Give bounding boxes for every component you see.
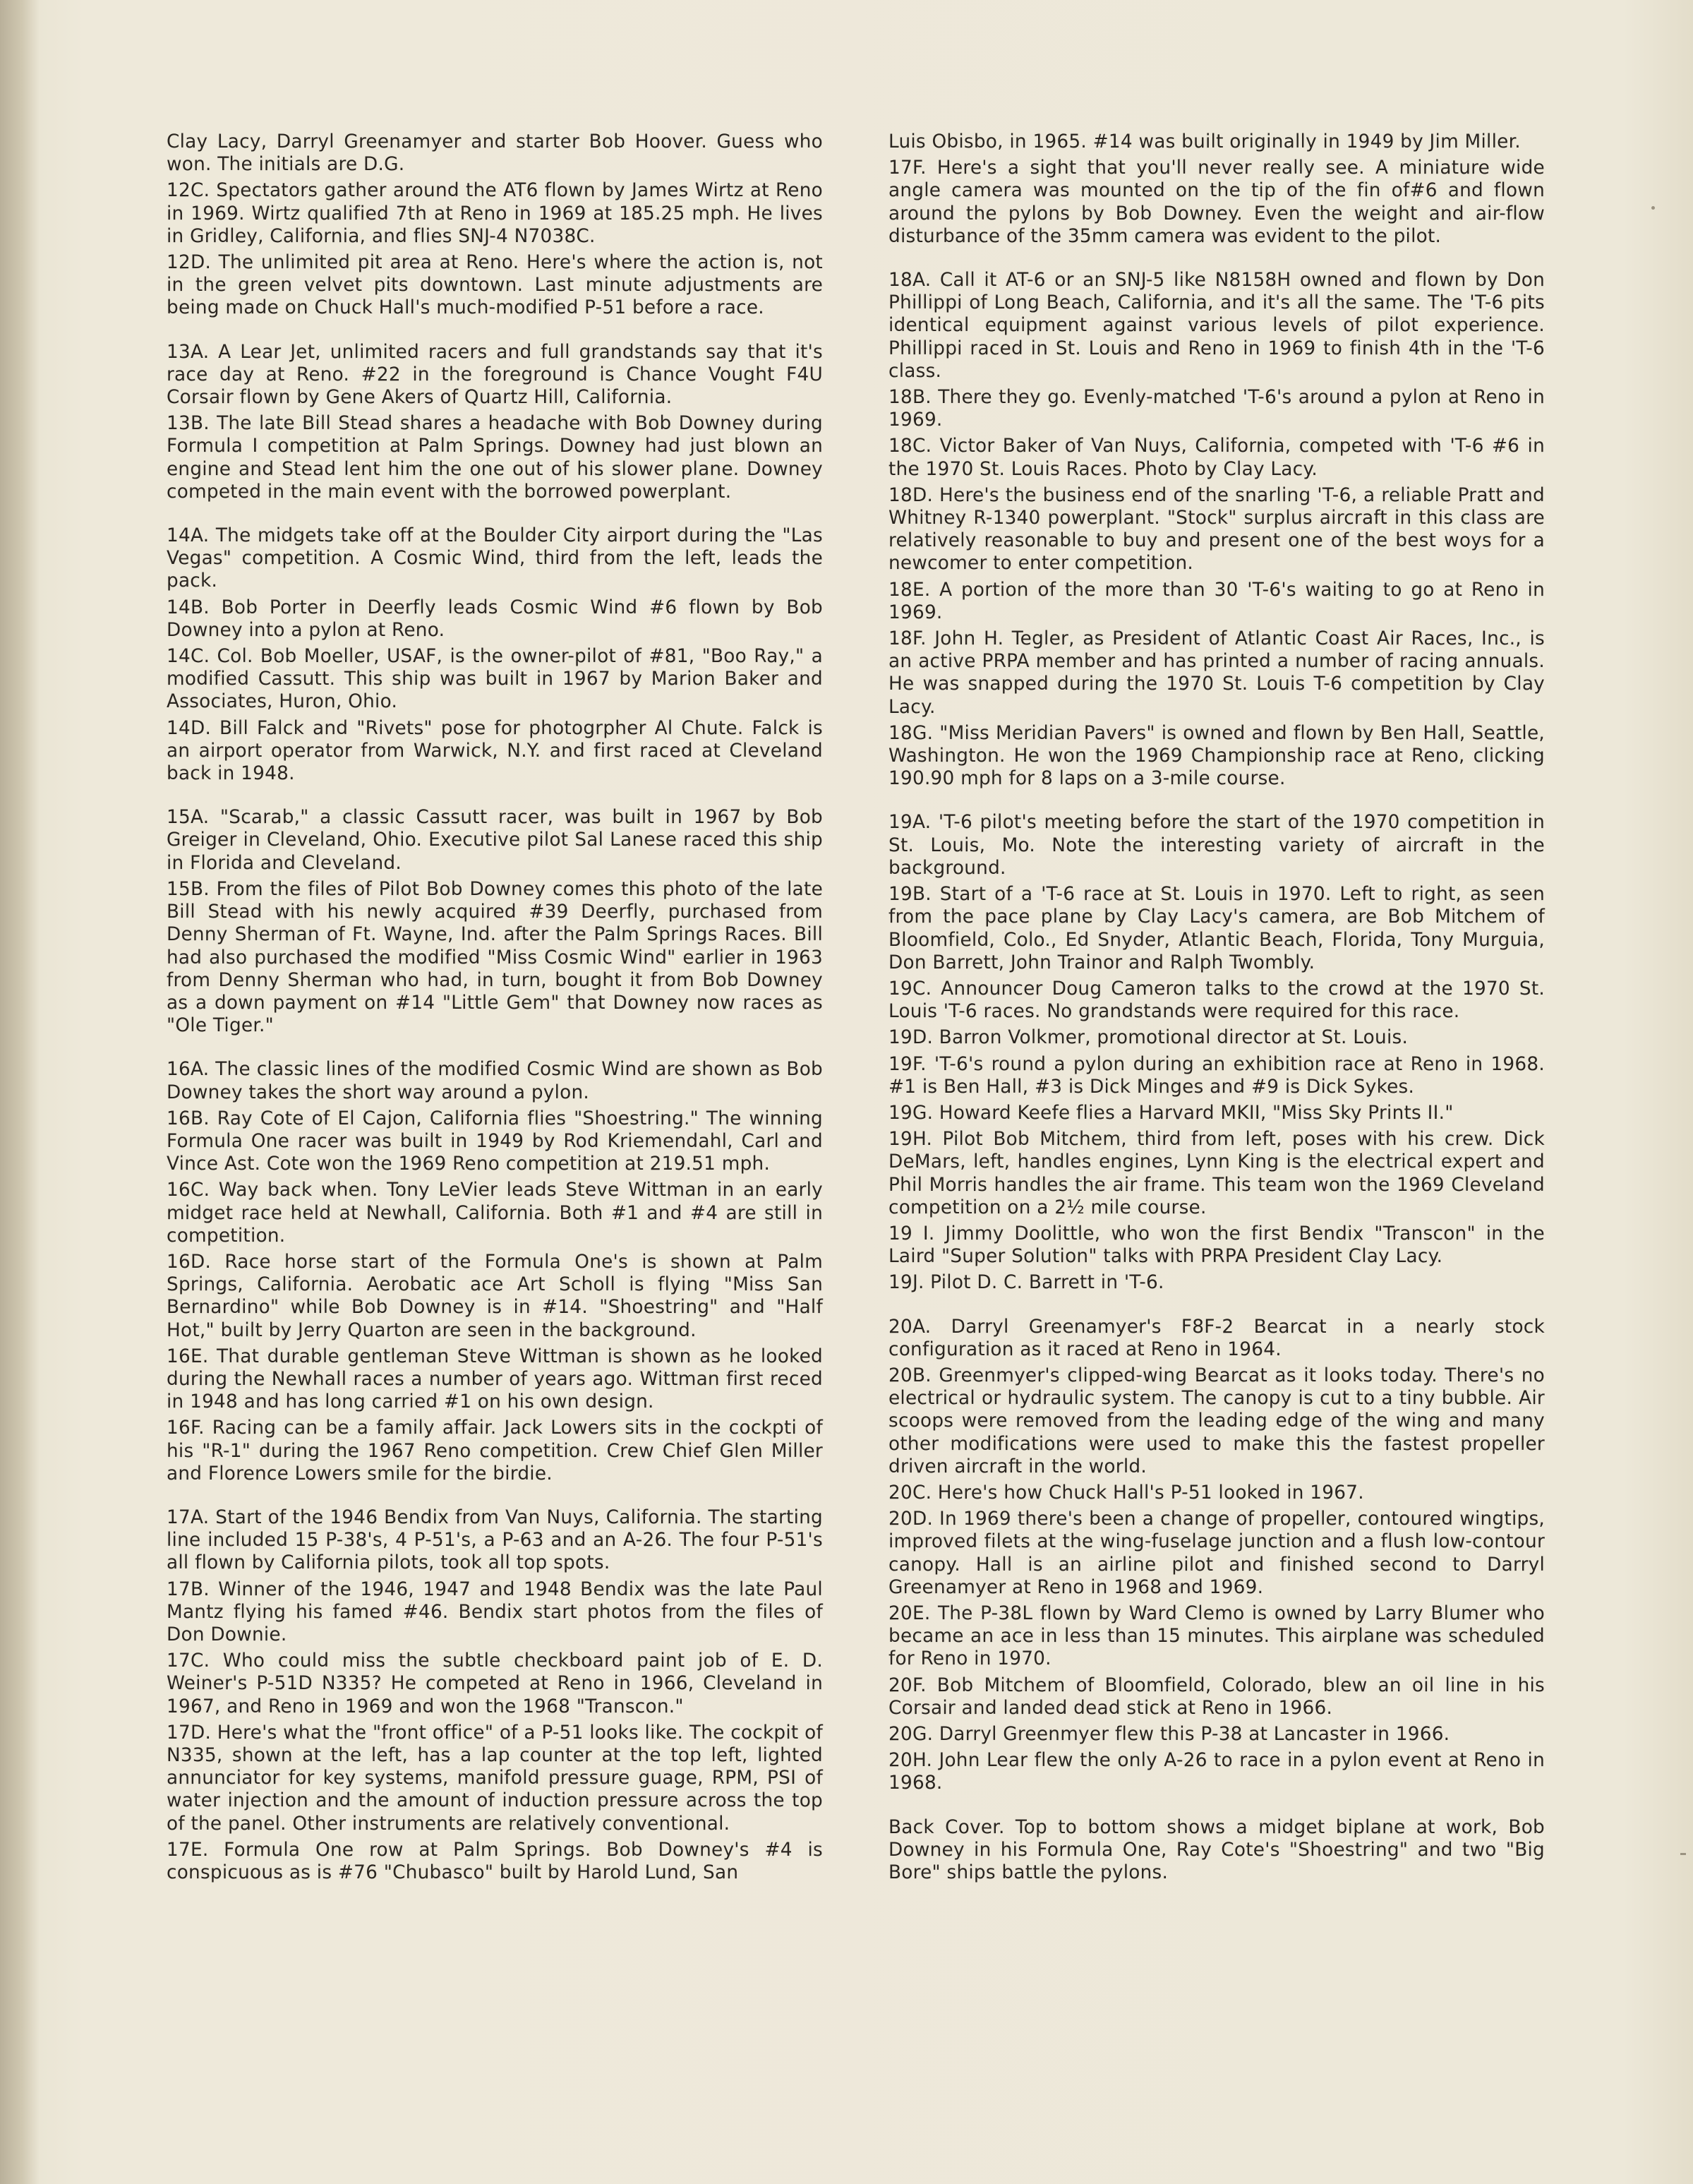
caption-paragraph: 18E. A portion of the more than 30 'T-6's waiting to go at Reno in 1969.: [888, 579, 1545, 623]
caption-paragraph: 14B. Bob Porter in Deerfly leads Cosmic Wind #6 flown by Bob Downey into a pylon at Reno.: [167, 596, 823, 641]
caption-paragraph: 16B. Ray Cote of El Cajon, California flies "Shoestring." The winning Formula One racer was built in 1949 by Rod Kriemendahl, Carl and Vince Ast. Cote won the 1969 Reno competition at 219.51 mph.: [167, 1108, 823, 1175]
paper-speck: [1680, 1853, 1686, 1855]
caption-paragraph: 18A. Call it AT-6 or an SNJ-5 like N8158H owned and flown by Don Phillippi of Long Beach, California, and it's all the same. The 'T-6 pits identical equipment against various levels of pilot experience. Phillippi raced in St. Louis and Reno in 1969 to finish 4th in the 'T-6 class.: [888, 270, 1545, 382]
binding-spine-shadow: [0, 0, 40, 2184]
caption-paragraph: 14A. The midgets take off at the Boulder City airport during the "Las Vegas" competition. A Cosmic Wind, third from the left, leads the pack.: [167, 525, 823, 592]
caption-paragraph: 20H. John Lear flew the only A-26 to race in a pylon event at Reno in 1968.: [888, 1750, 1545, 1794]
caption-paragraph: 18D. Here's the business end of the snarling 'T-6, a reliable Pratt and Whitney R-1340 powerplant. "Stock" surplus aircraft in this class are relatively reasonable to buy and present one of the best woys for a newcomer to enter competition.: [888, 484, 1545, 575]
caption-paragraph: 19F. 'T-6's round a pylon during an exhibition race at Reno in 1968. #1 is Ben Hall, #3 is Dick Minges and #9 is Dick Sykes.: [888, 1053, 1545, 1098]
caption-paragraph: 20E. The P-38L flown by Ward Clemo is owned by Larry Blumer who became an ace in less than 15 minutes. This airplane was scheduled for Reno in 1970.: [888, 1602, 1545, 1670]
caption-paragraph: 20B. Greenmyer's clipped-wing Bearcat as it looks today. There's no electrical or hydraulic system. The canopy is cut to a tiny bubble. Air scoops were removed from the leading edge of the wing and many other modifications were used to make this the fastest propeller driven aircraft in the world.: [888, 1364, 1545, 1477]
caption-paragraph: 20D. In 1969 there's been a change of propeller, contoured wingtips, improved filets at the wing-fuselage junction and a flush low-contour canopy. Hall is an airline pilot and finished second to Darryl Greenamyer at Reno in 1968 and 1969.: [888, 1508, 1545, 1598]
caption-paragraph: 19J. Pilot D. C. Barrett in 'T-6.: [888, 1272, 1164, 1294]
caption-paragraph: 16A. The classic lines of the modified Cosmic Wind are shown as Bob Downey takes the short way around a pylon.: [167, 1059, 823, 1103]
caption-paragraph: 19D. Barron Volkmer, promotional director at St. Louis.: [888, 1027, 1409, 1049]
paper-speck: [1651, 206, 1655, 210]
caption-paragraph: 17F. Here's a sight that you'll never really see. A miniature wide angle camera was mounted on the tip of the fin of#6 and flown around the pylons by Bob Downey. Even the weight and air-flow disturbance of the 35mm camera was evident to the pilot.: [888, 157, 1545, 247]
caption-paragraph: 17C. Who could miss the subtle checkboard paint job of E. D. Weiner's P-51D N335? He competed at Reno in 1966, Cleveland in 1967, and Reno in 1969 and won the 1968 "Transcon.": [167, 1650, 823, 1717]
caption-paragraph: 14D. Bill Falck and "Rivets" pose for photogrpher Al Chute. Falck is an airport operator from Warwick, N.Y. and first raced at Cleveland back in 1948.: [167, 717, 823, 785]
caption-paragraph: 19G. Howard Keefe flies a Harvard MKII, "Miss Sky Prints II.": [888, 1102, 1454, 1124]
caption-paragraph: 12D. The unlimited pit area at Reno. Here's where the action is, not in the green velvet pits downtown. Last minute adjustments are being made on Chuck Hall's much-modified P-51 before a race.: [167, 252, 823, 319]
caption-paragraph: 17E. Formula One row at Palm Springs. Bob Downey's #4 is conspicuous as is #76 "Chubasco" built by Harold Lund, San: [167, 1839, 823, 1884]
caption-paragraph: 20C. Here's how Chuck Hall's P-51 looked in 1967.: [888, 1482, 1364, 1504]
caption-paragraph: Back Cover. Top to bottom shows a midget biplane at work, Bob Downey in his Formula One, Ray Cote's "Shoestring" and two "Big Bore" ships battle the pylons.: [888, 1816, 1545, 1884]
caption-paragraph: 16D. Race horse start of the Formula One's is shown at Palm Springs, California. Aerobatic ace Art Scholl is flying "Miss San Bernardino" while Bob Downey is in #14. "Shoestring" and "Half Hot," built by Jerry Quarton are seen in the background.: [167, 1251, 823, 1341]
caption-paragraph: 13A. A Lear Jet, unlimited racers and full grandstands say that it's race day at Reno. #22 in the foreground is Chance Vought F4U Corsair flown by Gene Akers of Quartz Hill, California.: [167, 341, 823, 409]
caption-paragraph: 20G. Darryl Greenmyer flew this P-38 at Lancaster in 1966.: [888, 1724, 1450, 1745]
caption-paragraph: 13B. The late Bill Stead shares a headache with Bob Downey during Formula I competition at Palm Springs. Downey had just blown an engine and Stead lent him the one out of his slower plane. Downey competed in the main event with the borrowed powerplant.: [167, 413, 823, 503]
caption-paragraph: 15A. "Scarab," a classic Cassutt racer, was built in 1967 by Bob Greiger in Cleveland, Ohio. Executive pilot Sal Lanese raced this ship in Florida and Cleveland.: [167, 807, 823, 874]
caption-paragraph: 19 I. Jimmy Doolittle, who won the first Bendix "Transcon" in the Laird "Super Solution" talks with PRPA President Clay Lacy.: [888, 1223, 1545, 1268]
caption-paragraph: 19C. Announcer Doug Cameron talks to the crowd at the 1970 St. Louis 'T-6 races. No grandstands were required for this race.: [888, 978, 1545, 1023]
caption-paragraph: Luis Obisbo, in 1965. #14 was built originally in 1949 by Jim Miller.: [888, 131, 1521, 152]
caption-paragraph: 18G. "Miss Meridian Pavers" is owned and flown by Ben Hall, Seattle, Washington. He won the 1969 Championship race at Reno, clicking 190.90 mph for 8 laps on a 3-mile course.: [888, 722, 1545, 790]
caption-paragraph: 17A. Start of the 1946 Bendix from Van Nuys, California. The starting line included 15 P-38's, 4 P-51's, a P-63 and an A-26. The four P-51's all flown by California pilots, took all top spots.: [167, 1506, 823, 1574]
caption-paragraph: 16C. Way back when. Tony LeVier leads Steve Wittman in an early midget race held at Newhall, California. Both #1 and #4 are still in competition.: [167, 1180, 823, 1247]
caption-paragraph: 19B. Start of a 'T-6 race at St. Louis in 1970. Left to right, as seen from the pace plane by Clay Lacy's camera, are Bob Mitchem of Bloomfield, Colo., Ed Snyder, Atlantic Beach, Florida, Tony Murguia, Don Barrett, John Trainor and Ralph Twombly.: [888, 884, 1545, 973]
caption-paragraph: 19A. 'T-6 pilot's meeting before the start of the 1970 competition in St. Louis, Mo. Note the interesting variety of aircraft in the background.: [888, 812, 1545, 879]
caption-paragraph: 12C. Spectators gather around the AT6 flown by James Wirtz at Reno in 1969. Wirtz qualified 7th at Reno in 1969 at 185.25 mph. He lives in Gridley, California, and flies SNJ-4 N7038C.: [167, 180, 823, 247]
caption-paragraph: 18B. There they go. Evenly-matched 'T-6's around a pylon at Reno in 1969.: [888, 387, 1545, 431]
caption-paragraph: 18F. John H. Tegler, as President of Atlantic Coast Air Races, Inc., is an active PRPA member and has printed a number of racing annuals. He was snapped during the 1970 St. Louis T-6 competition by Clay Lacy.: [888, 628, 1545, 718]
caption-paragraph: 16F. Racing can be a family affair. Jack Lowers sits in the cockpti of his "R-1" during the 1967 Reno competition. Crew Chief Glen Miller and Florence Lowers smile for the birdie.: [167, 1417, 823, 1484]
caption-paragraph: 15B. From the files of Pilot Bob Downey comes this photo of the late Bill Stead with his newly acquired #39 Deerfly, purchased from Denny Sherman of Ft. Wayne, Ind. after the Palm Springs Races. Bill had also purchased the modified "Miss Cosmic Wind" earlier in 1963 from Denny Sherman who had, in turn, bought it from Bob Downey as a down payment on #14 "Little Gem" that Downey now races as "Ole Tiger.": [167, 878, 823, 1037]
caption-paragraph: 20F. Bob Mitchem of Bloomfield, Colorado, blew an oil line in his Corsair and landed dead stick at Reno in 1966.: [888, 1674, 1545, 1719]
caption-paragraph: 19H. Pilot Bob Mitchem, third from left, poses with his crew. Dick DeMars, left, handles engines, Lynn King is the electrical expert and Phil Morris handles the air frame. This team won the 1969 Cleveland competition on a 2½ mile course.: [888, 1129, 1545, 1218]
caption-paragraph: 17D. Here's what the "front office" of a P-51 looks like. The cockpit of N335, shown at the left, has a lap counter at the top left, lighted annunciator for key systems, manifold pressure guage, RPM, PSI of water injection and the amount of induction pressure across the top of the panel. Other instruments are relatively conventional.: [167, 1722, 823, 1835]
caption-paragraph: Clay Lacy, Darryl Greenamyer and starter Bob Hoover. Guess who won. The initials are D.G.: [167, 131, 823, 176]
caption-paragraph: 18C. Victor Baker of Van Nuys, California, competed with 'T-6 #6 in the 1970 St. Louis Races. Photo by Clay Lacy.: [888, 436, 1545, 480]
left-text-column: [167, 131, 823, 1888]
caption-paragraph: 14C. Col. Bob Moeller, USAF, is the owner-pilot of #81, "Boo Ray," a modified Cassutt. This ship was built in 1967 by Marion Baker and Associates, Huron, Ohio.: [167, 646, 823, 713]
caption-paragraph: 20A. Darryl Greenamyer's F8F-2 Bearcat in a nearly stock configuration as it raced at Reno in 1964.: [888, 1316, 1545, 1360]
right-text-column: [888, 131, 1545, 1888]
caption-paragraph: 17B. Winner of the 1946, 1947 and 1948 Bendix was the late Paul Mantz flying his famed #46. Bendix start photos from the files of Don Downie.: [167, 1578, 823, 1645]
caption-paragraph: 16E. That durable gentleman Steve Wittman is shown as he looked during the Newhall races a number of years ago. Wittman first reced in 1948 and has long carried #1 on his own design.: [167, 1345, 823, 1413]
